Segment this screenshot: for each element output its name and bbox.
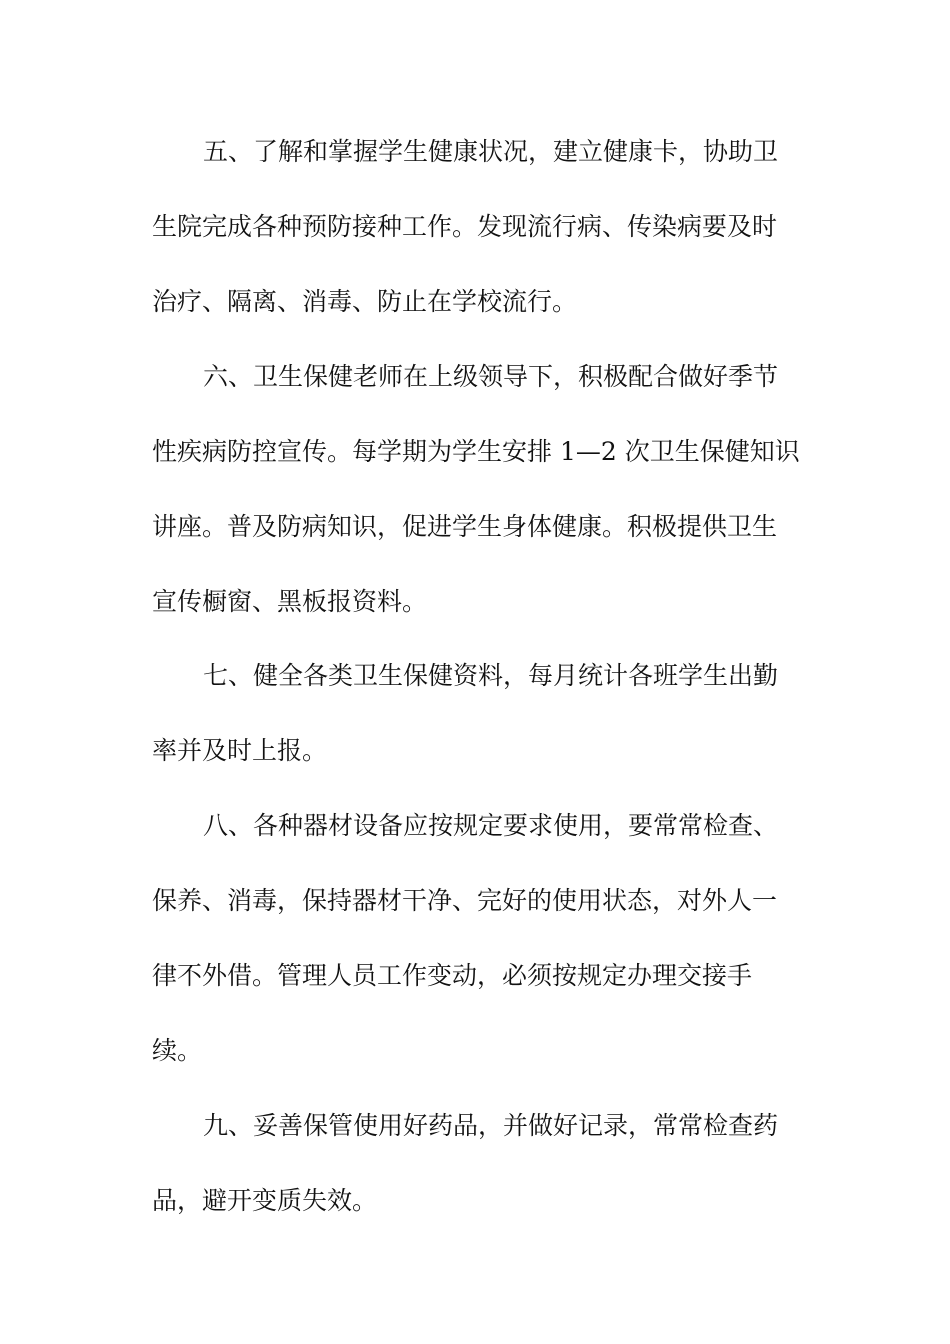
paragraph-6-line-1: 六、卫生保健老师在上级领导下，积极配合做好季节 [203,362,779,391]
paragraph-7-line-2: 率并及时上报。 [152,736,328,765]
paragraph-6-line-2: 性疾病防控宣传。每学期为学生安排 1—2 次卫生保健知识 [152,437,800,466]
paragraph-6-line-3: 讲座。普及防病知识，促进学生身体健康。积极提供卫生 [152,512,778,541]
paragraph-8-line-4: 续。 [152,1036,203,1065]
paragraph-8-line-2: 保养、消毒，保持器材干净、完好的使用状态，对外人一 [152,886,778,915]
paragraph-9-line-1: 九、妥善保管使用好药品，并做好记录，常常检查药 [203,1111,779,1140]
paragraph-8-line-3: 律不外借。管理人员工作变动，必须按规定办理交接手 [152,961,753,990]
paragraph-6-line-4: 宣传橱窗、黑板报资料。 [152,587,428,616]
paragraph-5-line-3: 治疗、隔离、消毒、防止在学校流行。 [152,287,578,316]
paragraph-7-line-1: 七、健全各类卫生保健资料，每月统计各班学生出勤 [203,661,779,690]
paragraph-5-line-2: 生院完成各种预防接种工作。发现流行病、传染病要及时 [152,212,778,241]
paragraph-8-line-1: 八、各种器材设备应按规定要求使用，要常常检查、 [203,811,779,840]
paragraph-9-line-2: 品，避开变质失效。 [152,1186,378,1215]
paragraph-5-line-1: 五、了解和掌握学生健康状况，建立健康卡，协助卫 [203,137,779,166]
